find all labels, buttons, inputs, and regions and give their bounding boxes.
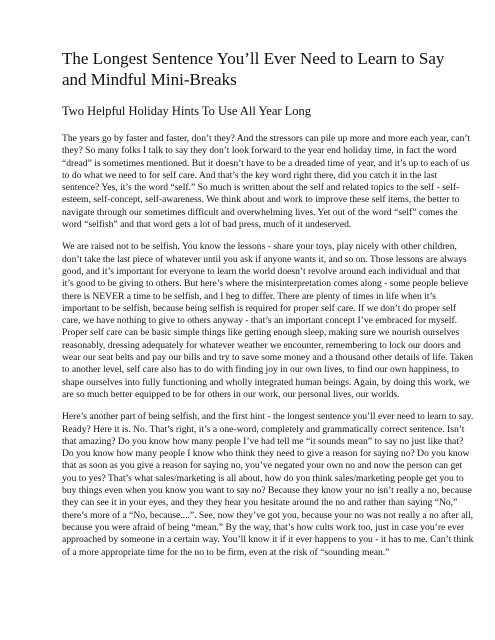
document-title [62,48,474,90]
document-subtitle: Two Helpful Holiday Hints To Use All Year Long [62,104,312,118]
title-line-2: and Mindful Mini-Breaks [62,70,237,89]
paragraph-2: We are raised not to be selfish. You know the lessons - share your toys, play nicely with other children, don’t take the last piece of whatever until you ask if anyone wants it, and so on. Those lessons are always good, and it’s important for everyone to learn the world doesn’t revolve around each individual and that it’s good to be giving to others. But here’s where the misinterpretation comes along - some people believe there is NEVER a time to be selfish, and I beg to differ. There are plenty of times in life when it’s important to be selfish, because being selfish is required for proper self care. If we don’t do proper self care, we have nothing to give to others anyway - that’s an important concept I’ve embraced for myself. Proper self care can be basic simple things like getting enough sleep, making sure we nourish ourselves reasonably, dressing adequately for whatever weather we encounter, remembering to lock our doors and wear our seat belts and pay our bills and try to save some money and a thousand other details of life. Taken to another level, self care also has to do with finding joy in our own lives, to find our own happiness, to shape ourselves into fully functioning and wholly integrated human beings. Again, by doing this work, we are so much better equipped to be for others in our work, our personal lives, our worlds. [62,241,474,400]
paragraph-3: Here’s another part of being selfish, and the first hint - the longest sentence you’ll ever need to learn to say. Ready? Here it is. No. That’s right, it’s a one-word, completely and grammatically correct sentence. Isn’t that amazing? Do you know how many people I’ve had tell me “it sounds mean” to say no just like that? Do you know how many people I know who think they need to give a reason for saying no? Do you know that as soon as you give a reason for saying no, you’ve negated your own no and now the person can get you to yes? That’s what sales/marketing is all about, how do you think sales/marketing people get you to buy things even when you know you want to say no? Because they know your no isn’t really a no, because they can see it in your eyes, and they they hear you hesitate around the no and rather than saying “No,” there’s more of a “No, because....”. See, now they’ve got you, because your no was not really a no after all, because you were afraid of being “mean.” By the way, that’s how cults work too, just in case you’re ever approached by someone in a certain way. You’ll know it if it ever happens to you - it has to me. Can’t think of a more appropriate time for the no to be firm, even at the risk of “sounding mean.” [62,411,474,558]
document-page [62,48,474,569]
title-line-1: The Longest Sentence You’ll Ever Need to Learn to Say [62,49,445,68]
paragraph-1: The years go by faster and faster, don’t they? And the stressors can pile up more and more each year, can’t they? So many folks I talk to say they don’t look forward to the year end holiday time, in fact the word “dread” is sometimes mentioned. But it doesn’t have to be a dreaded time of year, and it’s up to each of us to do what we need to for self care. And that’s the key word right there, did you catch it in the last sentence? Yes, it’s the word “self.” So much is written about the self and related topics to the self - self-esteem, self-concept, self-awareness. We think about and work to improve these self items, the better to navigate through our sometimes difficult and overwhelming lives. Yet out of the word “self” comes the word “selfish” and that word gets a lot of bad press, much of it undeserved. [62,133,471,231]
